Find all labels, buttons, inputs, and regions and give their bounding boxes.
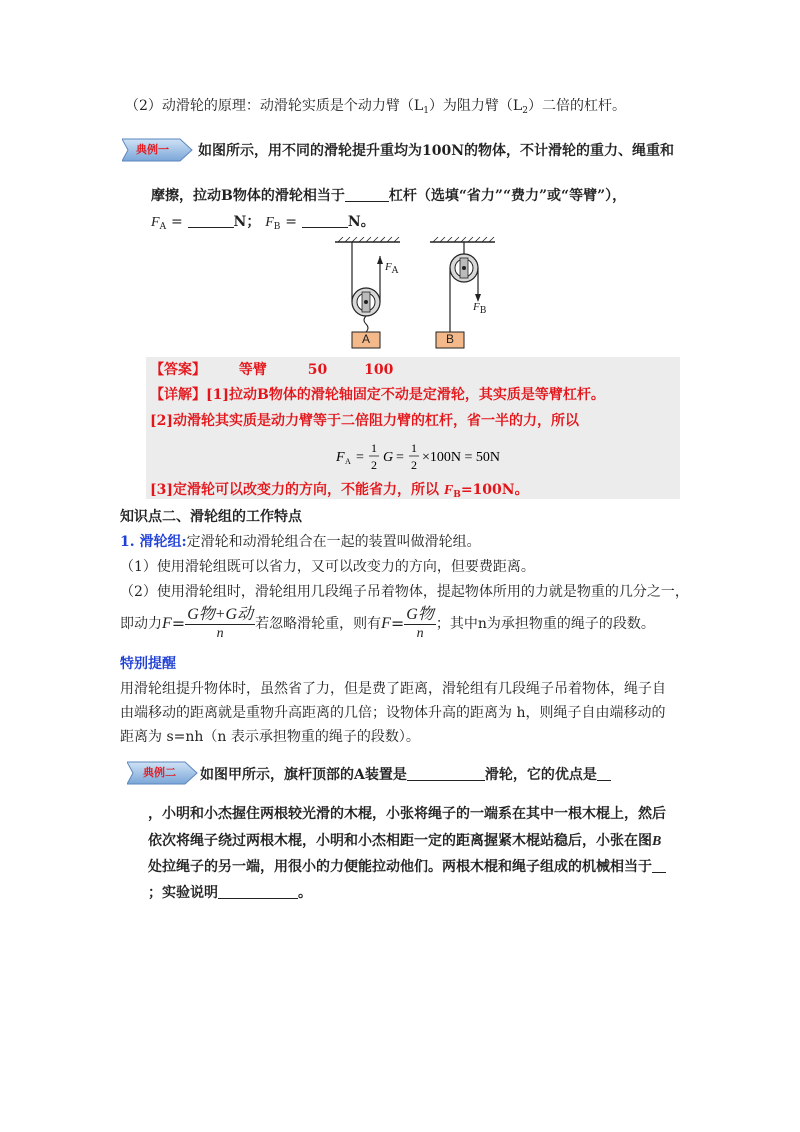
detail-line-3: [3]定滑轮可以改变力的方向，不能省力，所以 $F_B=100N$。 [150,482,529,500]
example-one-badge-label: 典例一 [136,143,169,156]
pulley-figure [330,236,500,356]
section-two-point-1: （1）使用滑轮组既可以省力，又可以改变力的方向，但要费距离。 [120,559,535,575]
section-two-point-2: （2）使用滑轮组时，滑轮组用几段绳子吊着物体，提起物体所用的力就是物重的几分之一， [120,584,689,600]
detail-line-1: 【详解】[1]拉动B物体的滑轮轴固定不动是定滑轮，其实质是等臂杠杆。 [150,387,605,403]
section-two-title: 知识点二、滑轮组的工作特点 [120,509,302,525]
svg-text:×100N = 50N: ×100N = 50N [422,450,501,465]
example-one-line-1: 如图所示，用不同的滑轮提升重均为100N的物体，不计滑轮的重力、绳重和 [198,143,675,159]
example-one-line-2: 摩擦，拉动B物体的滑轮相当于 杠杆（选填“省力”“费力”或“等臂”）， [151,188,627,204]
blank-fb [302,213,348,228]
formula-fraction-simple: $\frac{\text{G物}}{n}$ [406,605,434,641]
blank-advantage [597,766,611,781]
principle-paragraph: （2）动滑轮的原理：动滑轮实质是个动力臂$(L_1)$为阻力臂$(L_2)$二倍的杠杆。 [125,98,626,116]
section-two-formula-line: 即动力 F = $\frac{\text{G物+G动}}{n}$ 若忽略滑轮重，则有 F = $\frac{\text{G物}}{n}$ ；其中n为承担物重的绳子的段数。 [120,605,655,641]
tips-title: 特别提醒 [120,656,176,672]
blank-conclusion [218,884,298,899]
detail-line-2: [2]动滑轮其实质是动力臂等于二倍阻力臂的杠杆，省一半的力，所以 [150,413,579,429]
detail-formula [334,437,504,477]
tips-line-2: 由端移动的距离就是重物升高距离的几倍；设物体升高的距离为 h，则绳子自由端移动的 [120,705,666,721]
tips-line-1: 用滑轮组提升物体时，虽然省了力，但是费了距离，滑轮组有几段绳子吊着物体，绳子自 [120,681,666,697]
svg-text:1: 1 [371,441,377,455]
example-one-badge [122,137,194,167]
blank-machine-type [652,858,666,873]
svg-text:1: 1 [411,441,417,455]
force-b-label: $F_B$ [473,301,487,316]
svg-text:=: = [356,450,364,465]
block-a-label: A [362,332,371,346]
svg-text:2: 2 [371,458,377,472]
example-two-line-5: ；实验说明 。 [148,885,312,901]
example-one-line-3: $F_A = N$； $F_B = N$。 [151,214,375,232]
example-two-line-2: ，小明和小杰握住两根较光滑的木棍，小张将绳子的一端系在其中一根木棍上，然后 [148,806,666,822]
example-two-line-4: 处拉绳子的另一端，用很小的力便能拉动他们。两根木棍和绳子组成的机械相当于 [148,857,666,877]
blank-lever-type [345,187,389,202]
block-b-label: B [446,332,455,346]
pulley-diagram [330,236,500,356]
example-two-line-1: 如图甲所示，旗杆顶部的A装置是 滑轮，它的优点是 [200,765,611,785]
blank-fa [188,213,234,228]
example-two-badge-label: 典例二 [143,766,176,779]
formula-fraction-full: $\frac{\text{G物+G动}}{n}$ [187,605,254,641]
tips-line-3: 距离为 s=nh（n 表示承担物重的绳子的段数）。 [120,729,420,745]
example-two-badge [127,760,199,790]
svg-text:G: G [383,450,394,465]
svg-text:F: F [336,450,345,465]
example-two-line-3: 依次将绳子绕过两根木棍，小明和小杰相距一定的距离握紧木棍站稳后，小张在图B [148,833,662,849]
svg-text:=: = [396,450,404,465]
answer-line: 【答案】 等臂 50 100 [150,362,394,378]
pulley-block-definition: 1. 滑轮组:定滑轮和动滑轮组合在一起的装置叫做滑轮组。 [120,534,481,550]
blank-pulley-type [407,766,485,781]
force-a-label: $F_A$ [385,261,399,276]
formula-graphic [334,437,504,477]
svg-text:2: 2 [411,458,417,472]
svg-text:A: A [345,457,351,466]
